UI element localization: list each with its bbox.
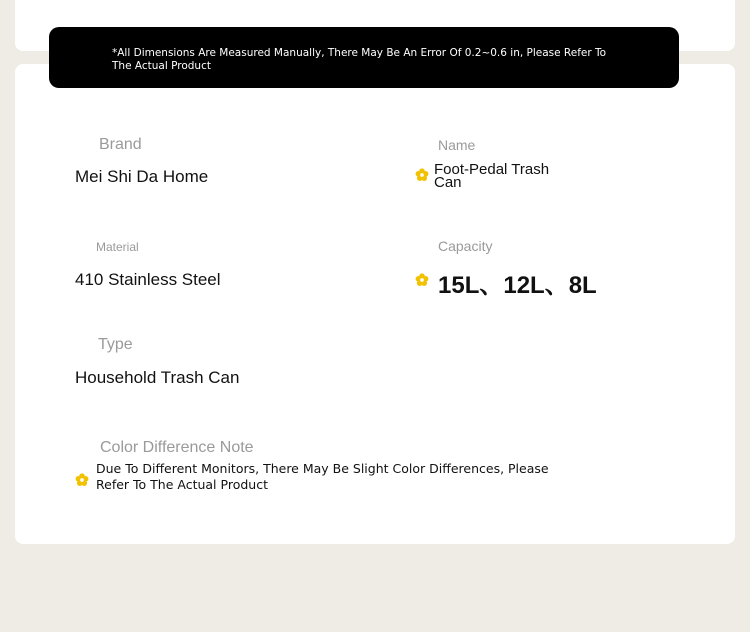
measurement-notice <box>49 27 679 88</box>
color-note-value-line1: Due To Different Monitors, There May Be Slight Color Differences, Please <box>96 461 549 476</box>
brand-label: Brand <box>99 136 142 153</box>
color-note-label: Color Difference Note <box>100 439 254 456</box>
material-value: 410 Stainless Steel <box>75 270 221 289</box>
measurement-notice-text: *All Dimensions Are Measured Manually, There May Be An Error Of 0.2~0.6 in, Please Refer To The Actual Product <box>112 47 607 72</box>
material-label: Material <box>96 240 139 254</box>
color-note-value-line2: Refer To The Actual Product <box>96 477 268 492</box>
flower-icon <box>75 473 89 487</box>
brand-value: Mei Shi Da Home <box>75 167 209 186</box>
name-value-line1: Foot-Pedal Trash <box>434 161 550 178</box>
type-label: Type <box>98 336 133 353</box>
name-value-line2: Can <box>434 174 462 191</box>
type-value: Household Trash Can <box>75 368 240 387</box>
flower-icon <box>415 168 429 182</box>
capacity-value: 15L、12L、8L <box>438 272 597 299</box>
flower-icon <box>415 273 429 287</box>
capacity-label: Capacity <box>438 238 493 254</box>
name-label: Name <box>438 137 476 153</box>
